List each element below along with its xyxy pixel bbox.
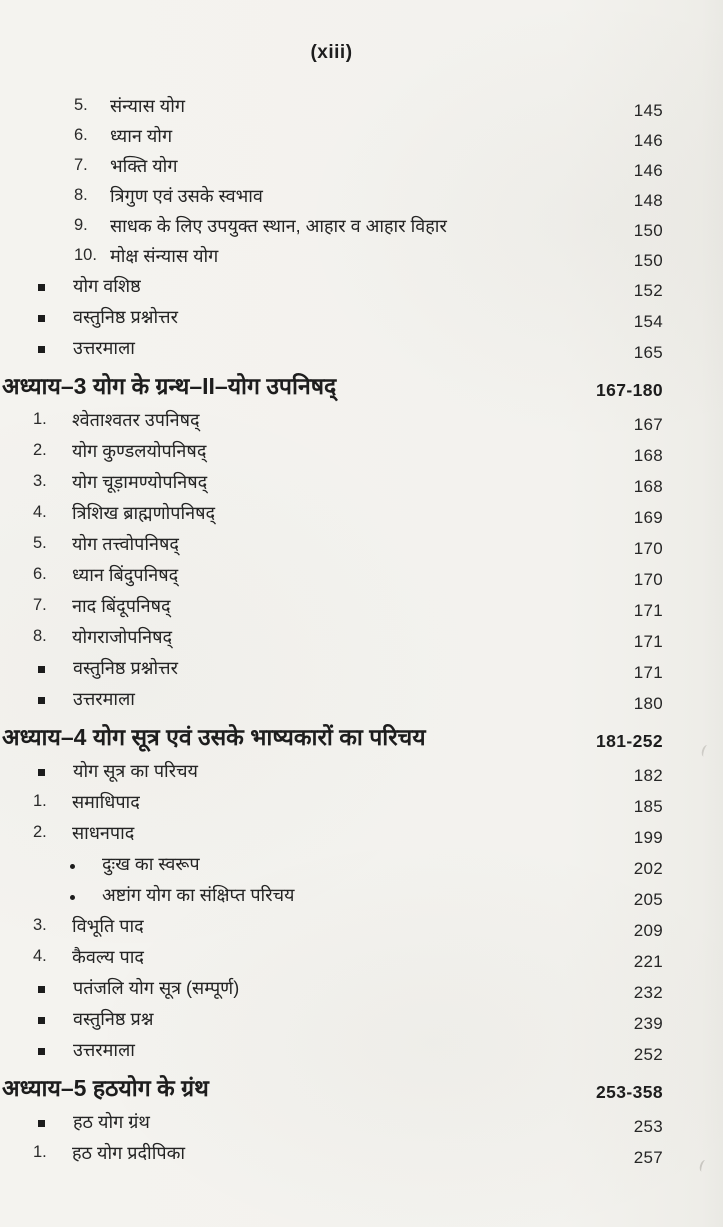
square-bullet-icon [38, 1017, 45, 1024]
toc-row [0, 1109, 723, 1140]
square-bullet-icon [38, 697, 45, 704]
entry-page-number: 150 [633, 221, 663, 240]
toc-entry-label: उत्तरमाला [73, 1040, 135, 1060]
entry-page-number: 185 [633, 797, 663, 816]
toc-entry-label: समाधिपाद [72, 792, 140, 812]
chapter-page-range: 167-180 [595, 380, 663, 400]
toc-row [0, 93, 723, 123]
item-number: 5. [74, 96, 88, 114]
entry-page-number: 150 [633, 251, 663, 270]
entry-page-number: 169 [633, 508, 663, 527]
item-number: 4. [33, 947, 47, 965]
entry-page-number: 146 [633, 161, 663, 180]
entry-page-number: 152 [633, 281, 663, 300]
chapter-heading: अध्याय–5 हठयोग के ग्रंथ [2, 1075, 209, 1101]
entry-page-number: 239 [633, 1014, 663, 1033]
toc-entry-label: संन्यास योग [110, 96, 185, 116]
entry-page-number: 170 [633, 539, 663, 558]
item-number: 1. [33, 792, 47, 810]
toc-entry-label: विभूति पाद [72, 916, 144, 936]
toc-row [0, 335, 723, 366]
toc-row [0, 655, 723, 686]
entry-page-number: 252 [633, 1045, 663, 1064]
entry-page-number: 180 [633, 694, 663, 713]
item-number: 6. [74, 126, 88, 144]
toc-entry-label: योग तत्त्वोपनिषद् [72, 534, 179, 554]
toc-entry-label: योग चूड़ामण्योपनिषद् [72, 472, 208, 492]
toc-row [0, 213, 723, 243]
entry-page-number: 182 [633, 766, 663, 785]
toc-row [0, 686, 723, 717]
square-bullet-icon [38, 315, 45, 322]
entry-page-number: 205 [633, 890, 663, 909]
toc-row [0, 500, 723, 531]
entry-page-number: 221 [633, 952, 663, 971]
toc-row [0, 758, 723, 789]
square-bullet-icon [38, 346, 45, 353]
item-number: 4. [33, 503, 47, 521]
item-number: 5. [33, 534, 47, 552]
entry-page-number: 168 [633, 446, 663, 465]
item-number: 3. [33, 472, 47, 490]
entry-page-number: 168 [633, 477, 663, 496]
toc-entry-label: श्वेताश्वतर उपनिषद् [72, 410, 200, 430]
toc-row [0, 183, 723, 213]
chapter-row [0, 721, 723, 758]
toc-entry-label: योग सूत्र का परिचय [73, 761, 198, 781]
item-number: 10. [74, 246, 97, 264]
toc-row [0, 153, 723, 183]
toc-entry-label: कैवल्य पाद [72, 947, 144, 967]
item-number: 2. [33, 823, 47, 841]
toc-row [0, 1006, 723, 1037]
table-of-contents [0, 93, 723, 1171]
entry-page-number: 171 [633, 601, 663, 620]
toc-row [0, 438, 723, 469]
entry-page-number: 253 [633, 1117, 663, 1136]
entry-page-number: 146 [633, 131, 663, 150]
toc-entry-label: भक्ति योग [110, 156, 178, 176]
toc-row [0, 593, 723, 624]
item-number: 8. [33, 627, 47, 645]
toc-entry-label: वस्तुनिष्ठ प्रश्न [73, 1009, 154, 1029]
toc-entry-label: योग कुण्डलयोपनिषद् [72, 441, 207, 461]
entry-page-number: 202 [633, 859, 663, 878]
toc-entry-label: त्रिशिख ब्राह्मणोपनिषद् [72, 503, 216, 523]
square-bullet-icon [38, 1048, 45, 1055]
entry-page-number: 167 [633, 415, 663, 434]
chapter-page-range: 181-252 [595, 731, 663, 751]
toc-entry-label: ध्यान बिंदुपनिषद् [72, 565, 179, 585]
item-number: 9. [74, 216, 88, 234]
entry-page-number: 209 [633, 921, 663, 940]
chapter-row [0, 1072, 723, 1109]
toc-row [0, 562, 723, 593]
toc-entry-label: अष्टांग योग का संक्षिप्त परिचय [102, 885, 295, 905]
entry-page-number: 232 [633, 983, 663, 1002]
item-number: 2. [33, 441, 47, 459]
toc-entry-label: योगराजोपनिषद् [72, 627, 173, 647]
toc-row [0, 243, 723, 273]
chapter-page-range: 253-358 [595, 1082, 663, 1102]
toc-entry-label: हठ योग प्रदीपिका [72, 1143, 186, 1163]
entry-page-number: 171 [633, 632, 663, 651]
entry-page-number: 165 [633, 343, 663, 362]
toc-entry-label: वस्तुनिष्ठ प्रश्नोत्तर [73, 307, 178, 327]
item-number: 7. [33, 596, 47, 614]
square-bullet-icon [38, 284, 45, 291]
entry-page-number: 154 [633, 312, 663, 331]
toc-entry-label: साधनपाद [72, 823, 135, 843]
square-bullet-icon [38, 1120, 45, 1127]
toc-entry-label: मोक्ष संन्यास योग [110, 246, 219, 266]
entry-page-number: 145 [633, 101, 663, 120]
toc-row [0, 1140, 723, 1171]
entry-page-number: 199 [633, 828, 663, 847]
toc-row [0, 304, 723, 335]
square-bullet-icon [38, 666, 45, 673]
dot-bullet-icon [70, 864, 75, 869]
toc-row [0, 820, 723, 851]
dot-bullet-icon [70, 895, 75, 900]
item-number: 1. [33, 410, 47, 428]
toc-entry-label: वस्तुनिष्ठ प्रश्नोत्तर [73, 658, 178, 678]
toc-entry-label: ध्यान योग [110, 126, 173, 146]
toc-entry-label: उत्तरमाला [73, 689, 135, 709]
item-number: 8. [74, 186, 88, 204]
toc-row [0, 882, 723, 913]
toc-row [0, 407, 723, 438]
chapter-heading: अध्याय–4 योग सूत्र एवं उसके भाष्यकारों का परिचय [2, 724, 426, 750]
entry-page-number: 170 [633, 570, 663, 589]
toc-entry-label: त्रिगुण एवं उसके स्वभाव [110, 186, 263, 206]
toc-row [0, 975, 723, 1006]
toc-row [0, 123, 723, 153]
toc-row [0, 944, 723, 975]
chapter-heading: अध्याय–3 योग के ग्रन्थ–II–योग उपनिषद् [2, 373, 337, 399]
toc-row [0, 273, 723, 304]
toc-row [0, 851, 723, 882]
toc-row [0, 469, 723, 500]
toc-entry-label: नाद बिंदूपनिषद् [72, 596, 171, 616]
folio-page-number: (xiii) [310, 42, 353, 63]
square-bullet-icon [38, 769, 45, 776]
entry-page-number: 171 [633, 663, 663, 682]
toc-row [0, 624, 723, 655]
toc-row [0, 1037, 723, 1068]
item-number: 1. [33, 1143, 47, 1161]
toc-entry-label: साधक के लिए उपयुक्त स्थान, आहार व आहार विहार [110, 216, 447, 236]
toc-row [0, 789, 723, 820]
entry-page-number: 148 [633, 191, 663, 210]
square-bullet-icon [38, 986, 45, 993]
chapter-row [0, 370, 723, 407]
toc-entry-label: पतंजलि योग सूत्र (सम्पूर्ण) [73, 978, 240, 998]
toc-row [0, 531, 723, 562]
toc-entry-label: हठ योग ग्रंथ [73, 1112, 150, 1132]
item-number: 7. [74, 156, 88, 174]
item-number: 6. [33, 565, 47, 583]
entry-page-number: 257 [633, 1148, 663, 1167]
item-number: 3. [33, 916, 47, 934]
toc-entry-label: दुःख का स्वरूप [102, 854, 200, 874]
toc-entry-label: योग वशिष्ठ [73, 276, 141, 296]
toc-row [0, 913, 723, 944]
toc-entry-label: उत्तरमाला [73, 338, 135, 358]
